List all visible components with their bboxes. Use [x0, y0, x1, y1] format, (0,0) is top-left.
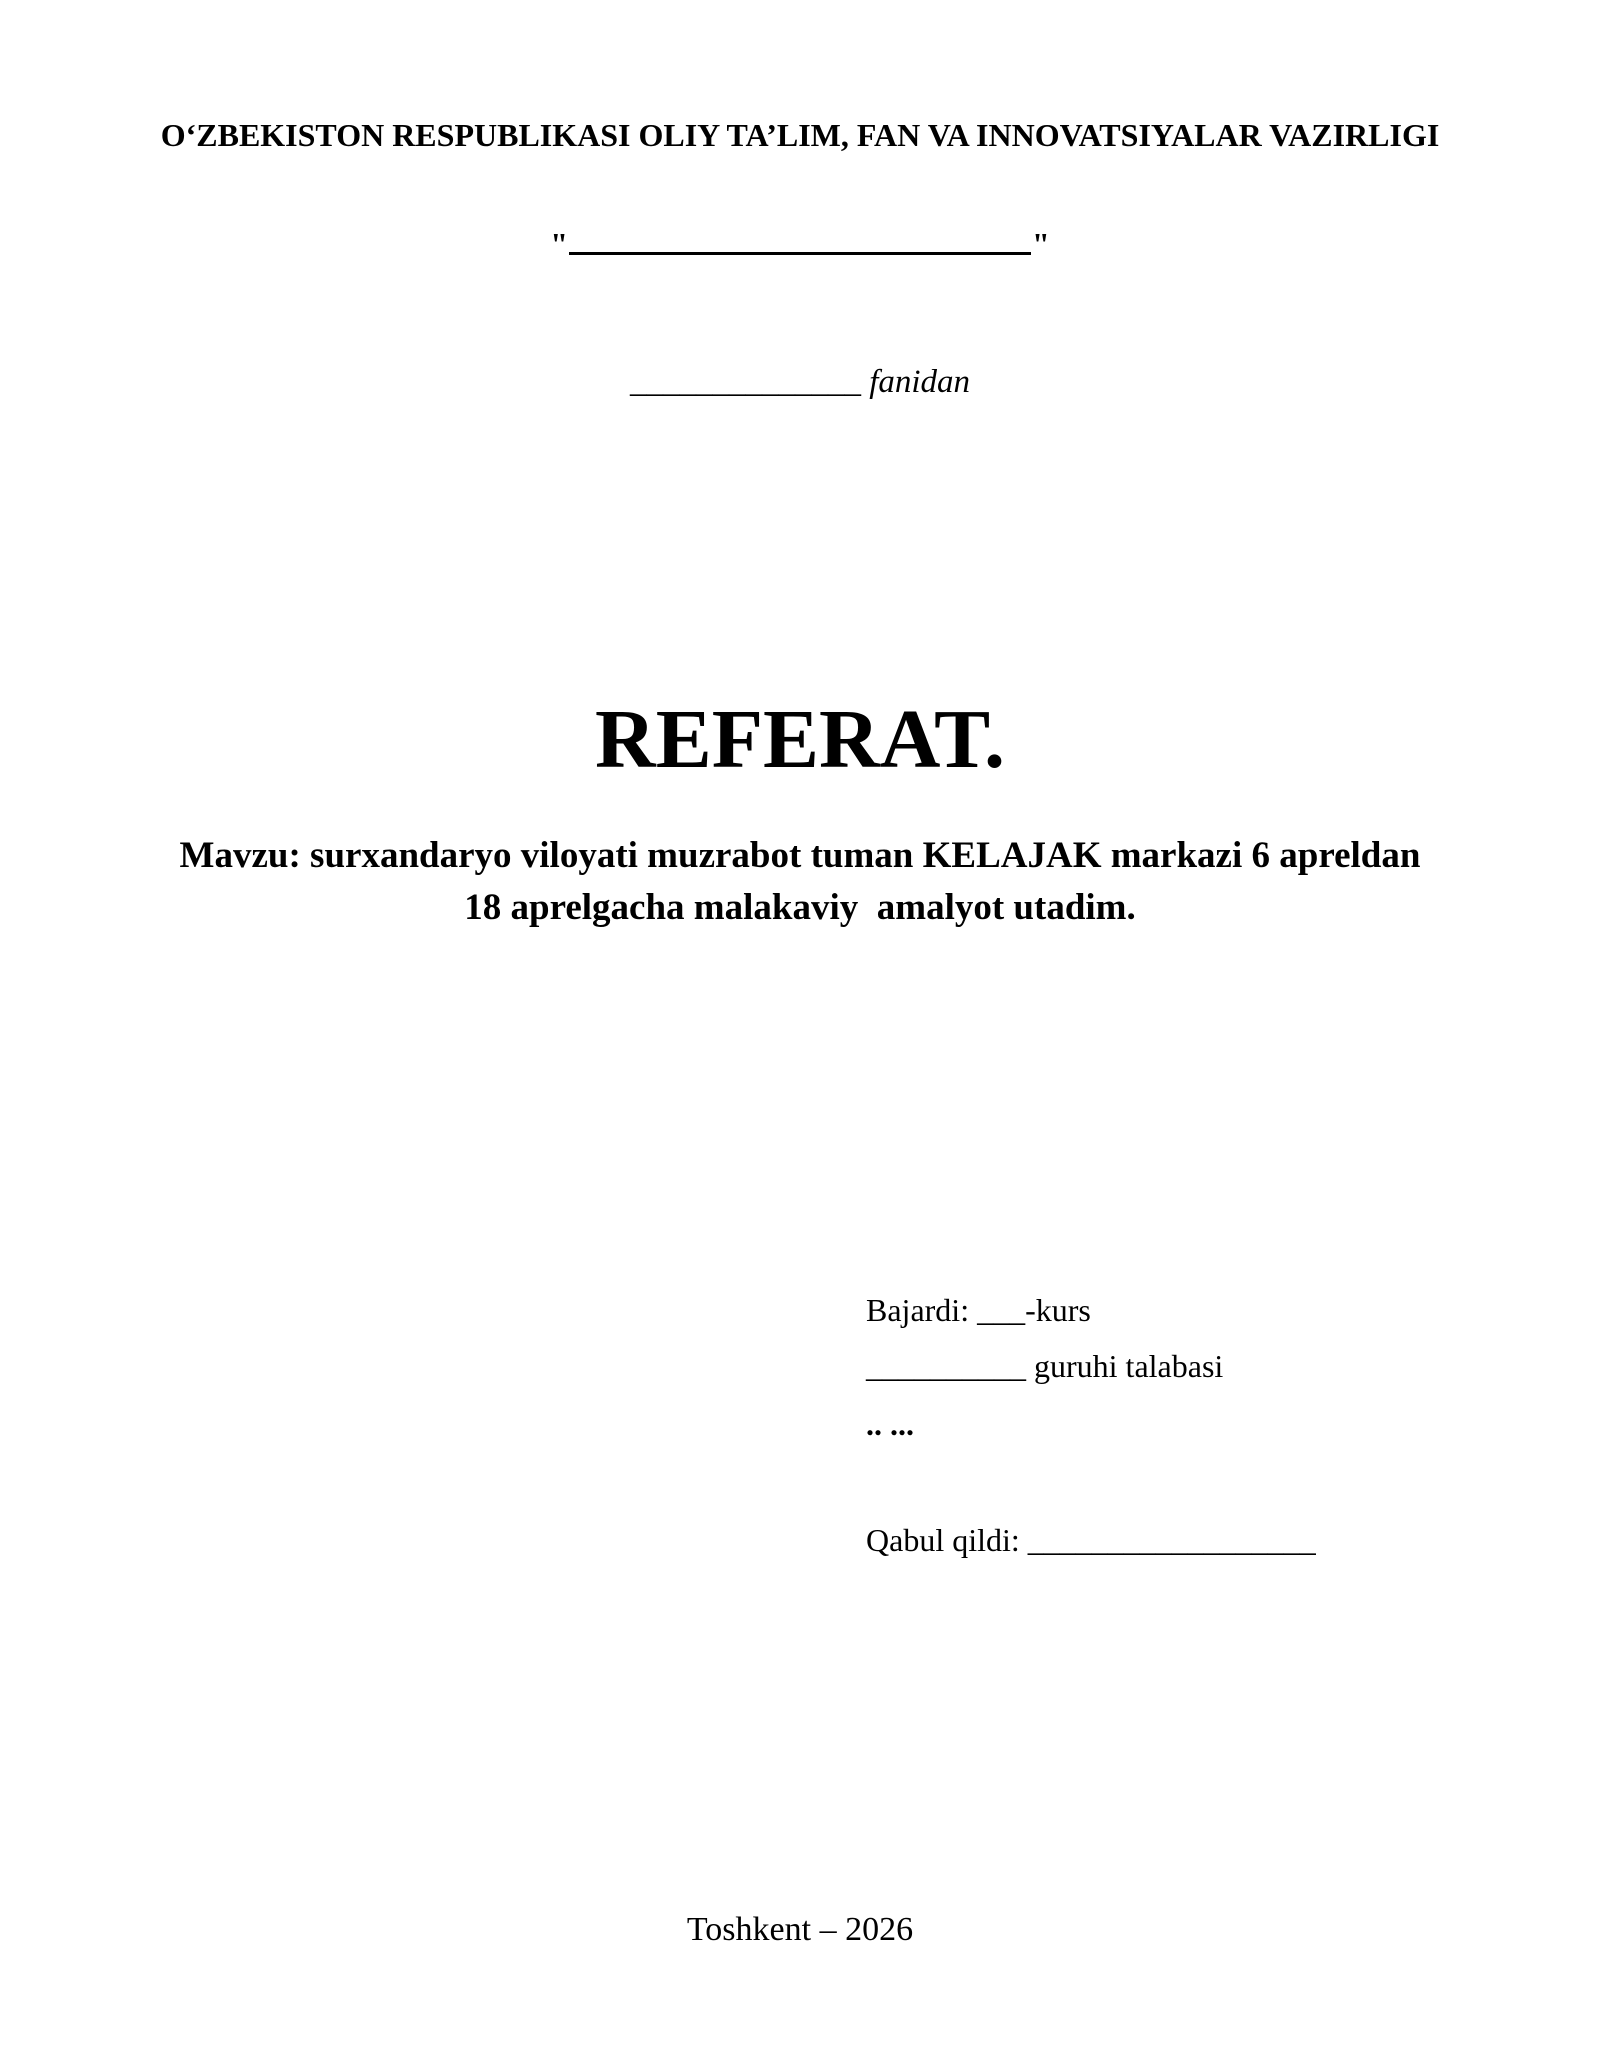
footer-city-year: Toshkent – 2026	[686, 1911, 914, 1948]
ministry-heading: O‘ZBEKISTON RESPUBLIKASI OLIY TA’LIM, FAN VA INNOVATSIYALAR VAZIRLIGI	[160, 117, 1440, 153]
topic-text: Mavzu: surxandaryo viloyati muzrabot tuman KELAJAK markazi 6 apreldan 18 aprelgacha malakaviy amalyot utadim.	[179, 835, 1430, 928]
institution-blank-line	[569, 222, 1031, 255]
subject-line	[0, 362, 1600, 402]
document-title: REFERAT.	[595, 693, 1005, 786]
subject-blank: ______________	[629, 364, 861, 400]
accepted-by-line: Qabul qildi: __________________	[866, 1522, 1316, 1558]
completed-by-line: Bajardi: ___-kurs	[866, 1292, 1091, 1328]
institution-line	[0, 222, 1600, 264]
student-name-line: .. ...	[866, 1406, 914, 1442]
quote-open: "	[550, 226, 568, 262]
quote-close: "	[1032, 226, 1050, 262]
group-line: __________ guruhi talabasi	[866, 1348, 1224, 1384]
subject-label: fanidan	[860, 364, 971, 400]
